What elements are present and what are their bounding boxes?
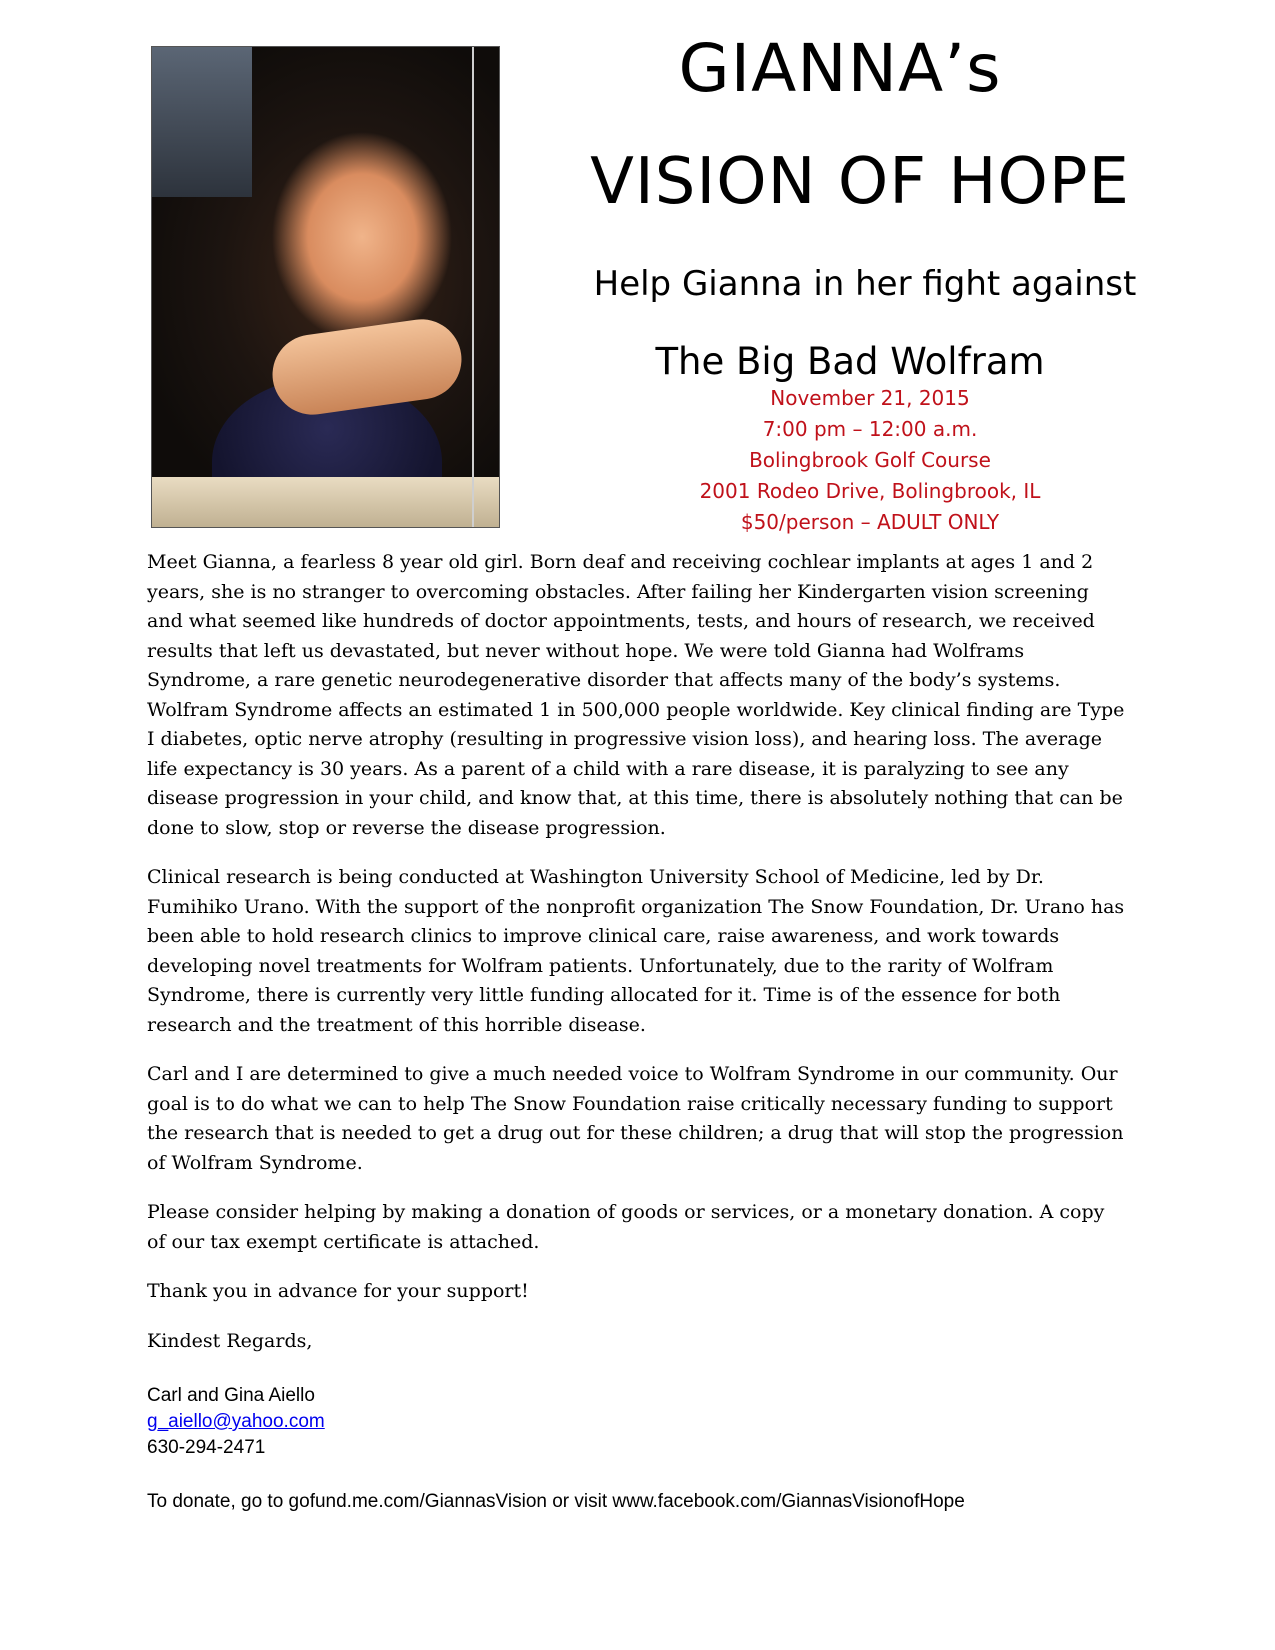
phone-number: 630-294-2471 <box>147 1437 266 1458</box>
donate-line: To donate, go to gofund.me.com/GiannasVision or visit www.facebook.com/GiannasVisionofHope <box>147 1491 965 1512</box>
event-price: $50/person – ADULT ONLY <box>740 510 1000 534</box>
email-link[interactable]: g_aiello@yahoo.com <box>147 1411 325 1432</box>
event-date: November 21, 2015 <box>770 386 970 410</box>
title-line-2: VISION OF HOPE <box>590 145 1130 219</box>
paragraph-intro: Meet Gianna, a fearless 8 year old girl. Born deaf and receiving cochlear implants at ages 1 and 2 years, she is no stranger to overcoming obstacles. After failing her Kindergarten vision screening and what seemed like hundreds of doctor appointments, tests, and hours of research, we received results that left us devastated, but never without hope. We were told Gianna had Wolframs Syndrome, a rare genetic neurodegenerative disorder that affects many of the body’s systems. Wolfram Syndrome affects an estimated 1 in 500,000 people worldwide. Key clinical finding are Type I diabetes, optic nerve atrophy (resulting in progressive vision loss), and hearing loss. The average life expectancy is 30 years. As a parent of a child with a rare disease, it is paralyzing to see any disease progression in your child, and know that, at this time, there is absolutely nothing that can be done to slow, stop or reverse the disease progression. <box>147 551 1125 839</box>
paragraph-goal: Carl and I are determined to give a much needed voice to Wolfram Syndrome in our community. Our goal is to do what we can to help The Snow Foundation raise critically necessary funding to support the research that is needed to get a drug out for these children; a drug that will stop the progression of Wolfram Syndrome. <box>147 1063 1124 1174</box>
event-time: 7:00 pm – 12:00 a.m. <box>762 417 978 441</box>
tagline: Help Gianna in her fight against <box>593 264 1137 304</box>
gianna-photo <box>151 46 500 528</box>
event-details <box>650 383 1090 538</box>
photo-table <box>152 477 500 528</box>
photo-frame-line <box>472 47 474 527</box>
paragraph-research: Clinical research is being conducted at Washington University School of Medicine, led by Dr. Fumihiko Urano. With the support of the nonprofit organization The Snow Foundation, Dr. Urano has been able to hold research clinics to improve clinical care, raise awareness, and work towards developing novel treatments for Wolfram patients. Unfortunately, due to the rarity of Wolfram Syndrome, there is currently very little funding allocated for it. Time is of the essence for both research and the treatment of this horrible disease. <box>147 866 1125 1036</box>
signature-names: Carl and Gina Aiello <box>147 1385 315 1406</box>
letter-body <box>147 548 1127 1376</box>
title-line-1: GIANNA’s <box>678 30 1002 107</box>
photo-arm <box>267 314 466 420</box>
event-venue: Bolingbrook Golf Course <box>749 448 991 472</box>
paragraph-request: Please consider helping by making a donation of goods or services, or a monetary donation. A copy of our tax exempt certificate is attached. <box>147 1201 1105 1253</box>
photo-window-background <box>152 47 252 197</box>
paragraph-closing: Kindest Regards, <box>147 1329 313 1352</box>
event-address: 2001 Rodeo Drive, Bolingbrook, IL <box>699 479 1041 503</box>
signature-block <box>147 1383 747 1461</box>
paragraph-thanks: Thank you in advance for your support! <box>147 1280 529 1302</box>
event-name: The Big Bad Wolfram <box>655 340 1045 383</box>
